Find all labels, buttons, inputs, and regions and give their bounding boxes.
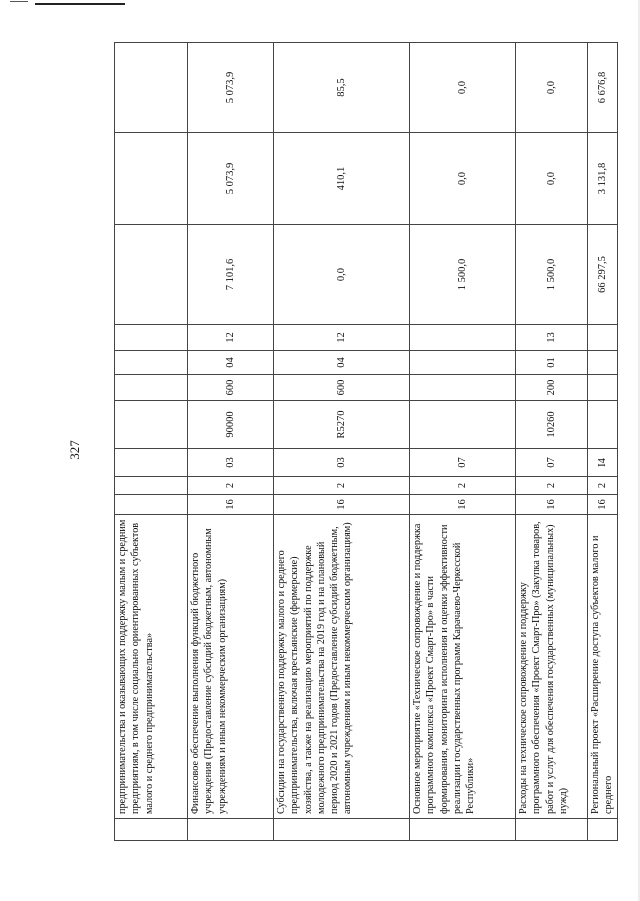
code-cell: 600 [274, 375, 410, 401]
code-cell: 16 [410, 495, 516, 515]
row-name: предпринимательства и оказывающих поддержку малым и средним предприятиям, в том числе социально ориентированных субъектов малого и среднего предпринимательства» [115, 515, 188, 819]
row-name: Финансовое обеспечение выполнения функций бюджетного учреждения (Предоставление субсидий бюджетным, автономным учреждениям и иным некоммерческим организациям) [188, 515, 274, 819]
code-cell: 12 [188, 325, 274, 351]
value-cell: 0,0 [410, 133, 516, 225]
row-name: Расходы на техническое сопровождение и поддержку программного обеспечения «Проект Смарт-Про» (Закупка товаров, работ и услуг для обеспечения государственных (муниципальных) нужд) [516, 515, 588, 819]
code-cell: 2 [588, 477, 618, 495]
code-cell [588, 375, 618, 401]
header-rule [35, 3, 125, 5]
page-number: 327 [67, 440, 82, 460]
table-row [115, 43, 188, 841]
value-cell: 0,0 [516, 133, 588, 225]
code-cell: 04 [274, 351, 410, 375]
code-cell [588, 401, 618, 449]
code-cell: 13 [516, 325, 588, 351]
spacer-cell [516, 819, 588, 841]
row-name: Субсидии на государственную поддержку малого и среднего предпринимательства, включая крестьянские (фермерские) хозяйства, а также на реализацию мероприятий по поддержке молодежного предпринимательства на 2019 год и на плановый период 2020 и 2021 годов (Предоставление субсидий бюджетным, автономным учреждениям и иным некоммерческим организациям) [274, 515, 410, 819]
code-cell: 2 [188, 477, 274, 495]
value-cell: 0,0 [410, 43, 516, 133]
code-cell: 600 [188, 375, 274, 401]
value-cell: 0,0 [516, 43, 588, 133]
code-cell: 2 [516, 477, 588, 495]
row-name: Региональный проект «Расширение доступа субъектов малого и среднего [588, 515, 618, 819]
code-cell [115, 477, 188, 495]
code-cell: 90000 [188, 401, 274, 449]
code-cell [410, 401, 516, 449]
budget-table [114, 42, 618, 841]
spacer-cell [115, 819, 188, 841]
spacer-cell [410, 819, 516, 841]
value-cell: 0,0 [274, 225, 410, 325]
table-row [516, 43, 588, 841]
code-cell: 10260 [516, 401, 588, 449]
code-cell [115, 325, 188, 351]
budget-table-frame [114, 43, 615, 841]
value-cell: 7 101,6 [188, 225, 274, 325]
code-cell: 16 [588, 495, 618, 515]
code-cell: 03 [274, 449, 410, 477]
code-cell [410, 351, 516, 375]
table-row [188, 43, 274, 841]
code-cell: 16 [274, 495, 410, 515]
code-cell: 12 [274, 325, 410, 351]
code-cell: R5270 [274, 401, 410, 449]
code-cell: 2 [274, 477, 410, 495]
code-cell [115, 351, 188, 375]
value-cell: 5 073,9 [188, 43, 274, 133]
code-cell [588, 351, 618, 375]
value-cell [115, 225, 188, 325]
table-row [588, 43, 618, 841]
code-cell: 01 [516, 351, 588, 375]
value-cell: 66 297,5 [588, 225, 618, 325]
value-cell: 1 500,0 [410, 225, 516, 325]
code-cell [115, 401, 188, 449]
value-cell [115, 43, 188, 133]
value-cell: 6 676,8 [588, 43, 618, 133]
spacer-cell [588, 819, 618, 841]
value-cell: 5 073,9 [188, 133, 274, 225]
code-cell [115, 495, 188, 515]
code-cell: 2 [410, 477, 516, 495]
spacer-cell [274, 819, 410, 841]
spacer-cell [188, 819, 274, 841]
code-cell: 07 [516, 449, 588, 477]
value-cell: 1 500,0 [516, 225, 588, 325]
rotated-table-container [114, 43, 615, 841]
value-cell: 410,1 [274, 133, 410, 225]
row-name: Основное мероприятие «Техническое сопровождение и поддержка программного комплекса «Проект Смарт-Про» в части формирования, мониторинга исполнения и оценки эффективности реализации государственных программ Карачаево-Черкесской Республики» [410, 515, 516, 819]
value-cell: 3 131,8 [588, 133, 618, 225]
code-cell [410, 325, 516, 351]
table-row [274, 43, 410, 841]
scan-mark [10, 1, 28, 2]
code-cell: 16 [188, 495, 274, 515]
code-cell: 07 [410, 449, 516, 477]
value-cell [115, 133, 188, 225]
code-cell: 200 [516, 375, 588, 401]
code-cell: I4 [588, 449, 618, 477]
table-row [410, 43, 516, 841]
code-cell: 03 [188, 449, 274, 477]
code-cell: 16 [516, 495, 588, 515]
code-cell [115, 449, 188, 477]
code-cell [410, 375, 516, 401]
code-cell: 04 [188, 351, 274, 375]
code-cell [115, 375, 188, 401]
value-cell: 85,5 [274, 43, 410, 133]
code-cell [588, 325, 618, 351]
